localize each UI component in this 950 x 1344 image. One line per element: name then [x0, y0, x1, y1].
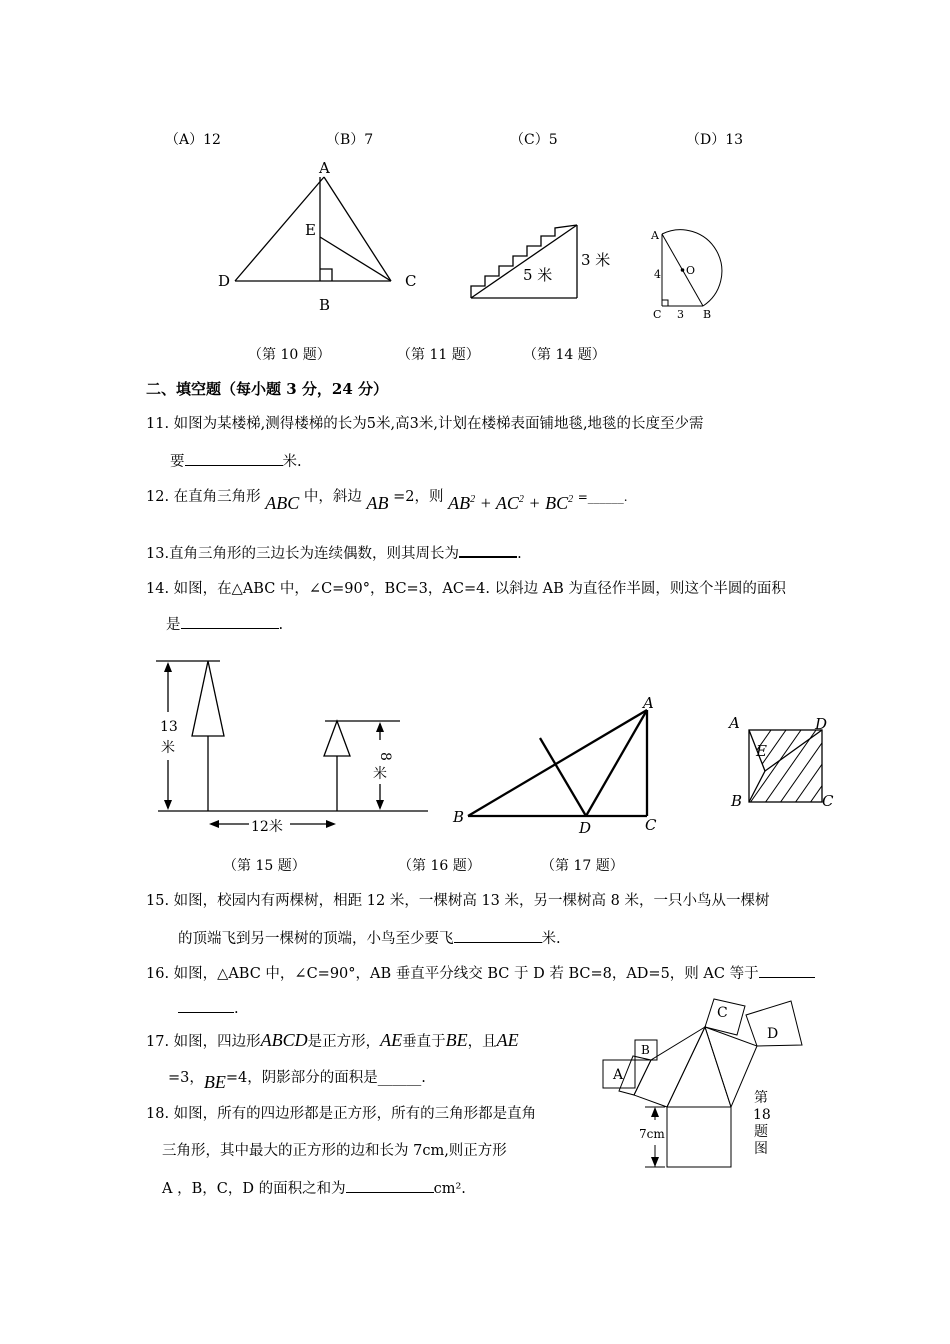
q13-answer-blank[interactable]	[459, 542, 517, 558]
fig16-label-c: C	[645, 816, 657, 834]
fig17-label-c: C	[822, 792, 834, 810]
q14-line2: 是 .	[166, 613, 283, 634]
q11-answer-blank[interactable]	[185, 451, 283, 466]
fig18-caption: 第18题图	[753, 1090, 771, 1157]
fig10-label-b: B	[319, 296, 331, 314]
fig18-label-a: A	[613, 1067, 624, 1083]
option-b: （B）7	[326, 132, 374, 148]
fig11-length-label: 5 米	[523, 266, 553, 284]
q16-line2: .	[178, 998, 239, 1017]
caption-15: （第 15 题）	[223, 858, 306, 874]
fig14-label-ac: 4	[654, 268, 661, 281]
q12-line: 12. 在直角三角形 ABC 中，斜边 AB =2，则 $AB^2 + AC^2 + BC^2$ =______.	[146, 489, 628, 513]
q18-answer-blank[interactable]	[346, 1178, 434, 1193]
fig15-h2-unit: 米	[373, 766, 387, 782]
fig18-label-c: C	[717, 1005, 728, 1021]
figure-16	[448, 690, 668, 840]
figure-10	[210, 155, 430, 315]
option-c: （C）5	[510, 132, 558, 148]
fig18-label-d: D	[767, 1026, 779, 1042]
caption-14: （第 14 题）	[523, 347, 606, 363]
fig15-h2-label: 8	[377, 752, 393, 761]
q16-answer-blank-1[interactable]	[759, 963, 815, 978]
q11-line2: 要 米.	[170, 450, 302, 471]
caption-16: （第 16 题）	[398, 858, 481, 874]
fig11-height-label: 3 米	[581, 251, 611, 269]
fig14-label-b: B	[703, 308, 712, 321]
fig16-label-d: D	[579, 819, 592, 837]
q15-line2: 的顶端飞到另一棵树的顶端，小鸟至少要飞 米.	[178, 927, 561, 948]
figure-11	[465, 220, 625, 305]
q18-line2: 三角形，其中最大的正方形的边和长为 7cm,则正方形	[162, 1143, 507, 1159]
q11-line1: 11. 如图为某楼梯,测得楼梯的长为5米,高3米,计划在楼梯表面铺地毯,地毯的长度至少需	[146, 416, 704, 432]
q13-line: 13.直角三角形的三边长为连续偶数，则其周长为 .	[146, 542, 522, 563]
q14-line1: 14. 如图，在△ABC 中，∠C=90°，BC=3，AC=4. 以斜边 AB 为直径作半圆，则这个半圆的面积	[146, 581, 786, 597]
fig14-label-c: C	[653, 308, 662, 321]
fig17-label-e: E	[756, 742, 767, 760]
q18-line3: A ，B，C，D 的面积之和为 cm².	[162, 1177, 466, 1198]
option-d: （D）13	[686, 132, 744, 148]
fig10-label-c: C	[405, 272, 417, 290]
fig14-label-cb: 3	[677, 308, 684, 321]
figure-17	[725, 710, 840, 815]
fig18-side-label: 7cm	[639, 1127, 665, 1141]
fig15-dist-label: 12米	[251, 819, 283, 835]
figure-15	[150, 650, 435, 840]
fig15-h1-label: 13	[160, 719, 178, 735]
q15-answer-blank[interactable]	[454, 928, 542, 943]
section-title: 二、填空题（每小题 3 分，24 分）	[146, 380, 388, 398]
q17-line1: 17. 如图，四边形ABCD是正方形，AE垂直于BE，且AE	[146, 1030, 519, 1050]
q15-line1: 15. 如图，校园内有两棵树，相距 12 米，一棵树高 13 米，另一棵树高 8 米，一只小鸟从一棵树	[146, 893, 770, 909]
q18-line1: 18. 如图，所有的四边形都是正方形，所有的三角形都是直角	[146, 1106, 537, 1122]
fig14-label-a: A	[651, 229, 659, 242]
fig14-label-o: O	[686, 264, 696, 277]
fig17-label-b: B	[731, 792, 743, 810]
fig16-label-a: A	[643, 694, 654, 712]
fig10-label-e: E	[305, 221, 316, 239]
figure-18	[595, 995, 815, 1175]
figure-14	[645, 220, 735, 325]
fig16-label-b: B	[453, 808, 465, 826]
caption-17: （第 17 题）	[541, 858, 624, 874]
fig10-label-d: D	[218, 272, 231, 290]
fig17-label-a: A	[729, 714, 740, 732]
q16-answer-blank-2[interactable]	[178, 998, 234, 1013]
caption-11: （第 11 题）	[397, 347, 480, 363]
fig10-label-a: A	[319, 159, 330, 177]
q14-answer-blank[interactable]	[181, 614, 279, 629]
q17-line2: =3，BE=4，阴影部分的面积是______.	[168, 1070, 426, 1092]
q16-line1: 16. 如图，△ABC 中，∠C=90°，AB 垂直平分线交 BC 于 D 若 BC=8，AD=5，则 AC 等于	[146, 962, 815, 983]
fig18-label-b: B	[641, 1043, 650, 1057]
option-a: （A）12	[165, 132, 221, 148]
fig15-h1-unit: 米	[161, 740, 175, 756]
caption-10: （第 10 题）	[248, 347, 331, 363]
fig17-label-d: D	[815, 715, 828, 733]
